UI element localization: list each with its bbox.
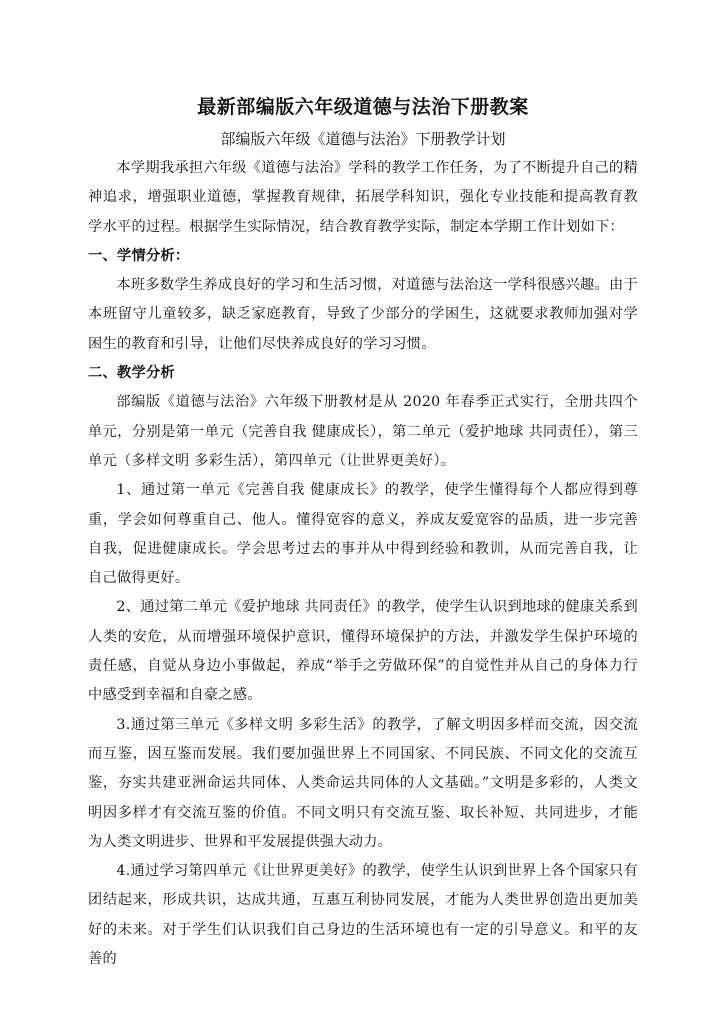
- document-body: [88, 94, 638, 974]
- paragraph: 2、通过第二单元《爱护地球 共同责任》的教学，使学生认识到地球的健康关系到人类的安危，从而增强环境保护意识，懂得环境保护的方法，并激发学生保护环境的责任感，自觉从身边小事做起，养成“举手之劳做环保”的自觉性并从自己的身体力行中感受到幸福和自豪之感。: [88, 599, 638, 704]
- paragraph: 本班多数学生养成良好的学习和生活习惯，对道德与法治这一学科很感兴趣。由于本班留守儿童较多，缺乏家庭教育，导致了少部分的学困生，这就要求教师加强对学困生的教育和引导，让他们尽快养成良好的学习习惯。: [88, 277, 638, 352]
- document-subtitle: 部编版六年级《道德与法治》下册教学计划: [220, 130, 506, 148]
- paragraph: 4.通过学习第四单元《让世界更美好》的教学，使学生认识到世界上各个国家只有团结起来，形成共识，达成共通，互惠互利协同发展，才能为人类世界创造出更加美好的未来。对于学生们认识我们自己身边的生活环境也有一定的引导意义。和平的友善的: [88, 863, 638, 968]
- paragraph: 3.通过第三单元《多样文明 多彩生活》的教学，了解文明因多样而交流，因交流而互鉴，因互鉴而发展。我们要加强世界上不同国家、不同民族、不同文化的交流互鉴，夯实共建亚洲命运共同体、人类命运共同体的人文基础。”文明是多彩的，人类文明因多样才有交流互鉴的价值。不同文明只有交流互鉴、取长补短、共同进步，才能为人类文明进步、世界和平发展提供强大动力。: [88, 716, 638, 850]
- section-heading-student-analysis: 一、学情分析：: [88, 247, 190, 264]
- paragraph: 部编版《道德与法治》六年级下册教材是从 2020 年春季正式实行，全册共四个单元，分别是第一单元（完善自我 健康成长），第二单元（爱护地球 共同责任），第三单元（多样文明 多彩生活），第四单元（让世界更美好）。: [88, 394, 638, 469]
- paragraph: 1、通过第一单元《完善自我 健康成长》的教学，使学生懂得每个人都应得到尊重，学会如何尊重自己、他人。懂得宽容的意义，养成友爱宽容的品质，进一步完善自我，促进健康成长。学会思考过去的事并从中得到经验和教训，从而完善自我，让自己做得更好。: [88, 482, 638, 587]
- section-heading-teaching-analysis: 二、教学分析: [88, 365, 175, 382]
- document-title: 最新部编版六年级道德与法治下册教案: [197, 96, 529, 118]
- intro-paragraph: 本学期我承担六年级《道德与法治》学科的教学工作任务，为了不断提升自己的精神追求，增强职业道德，掌握教育规律，拓展学科知识，强化专业技能和提高教育教学水平的过程。根据学生实际情况，结合教育教学实际，制定本学期工作计划如下：: [88, 160, 638, 235]
